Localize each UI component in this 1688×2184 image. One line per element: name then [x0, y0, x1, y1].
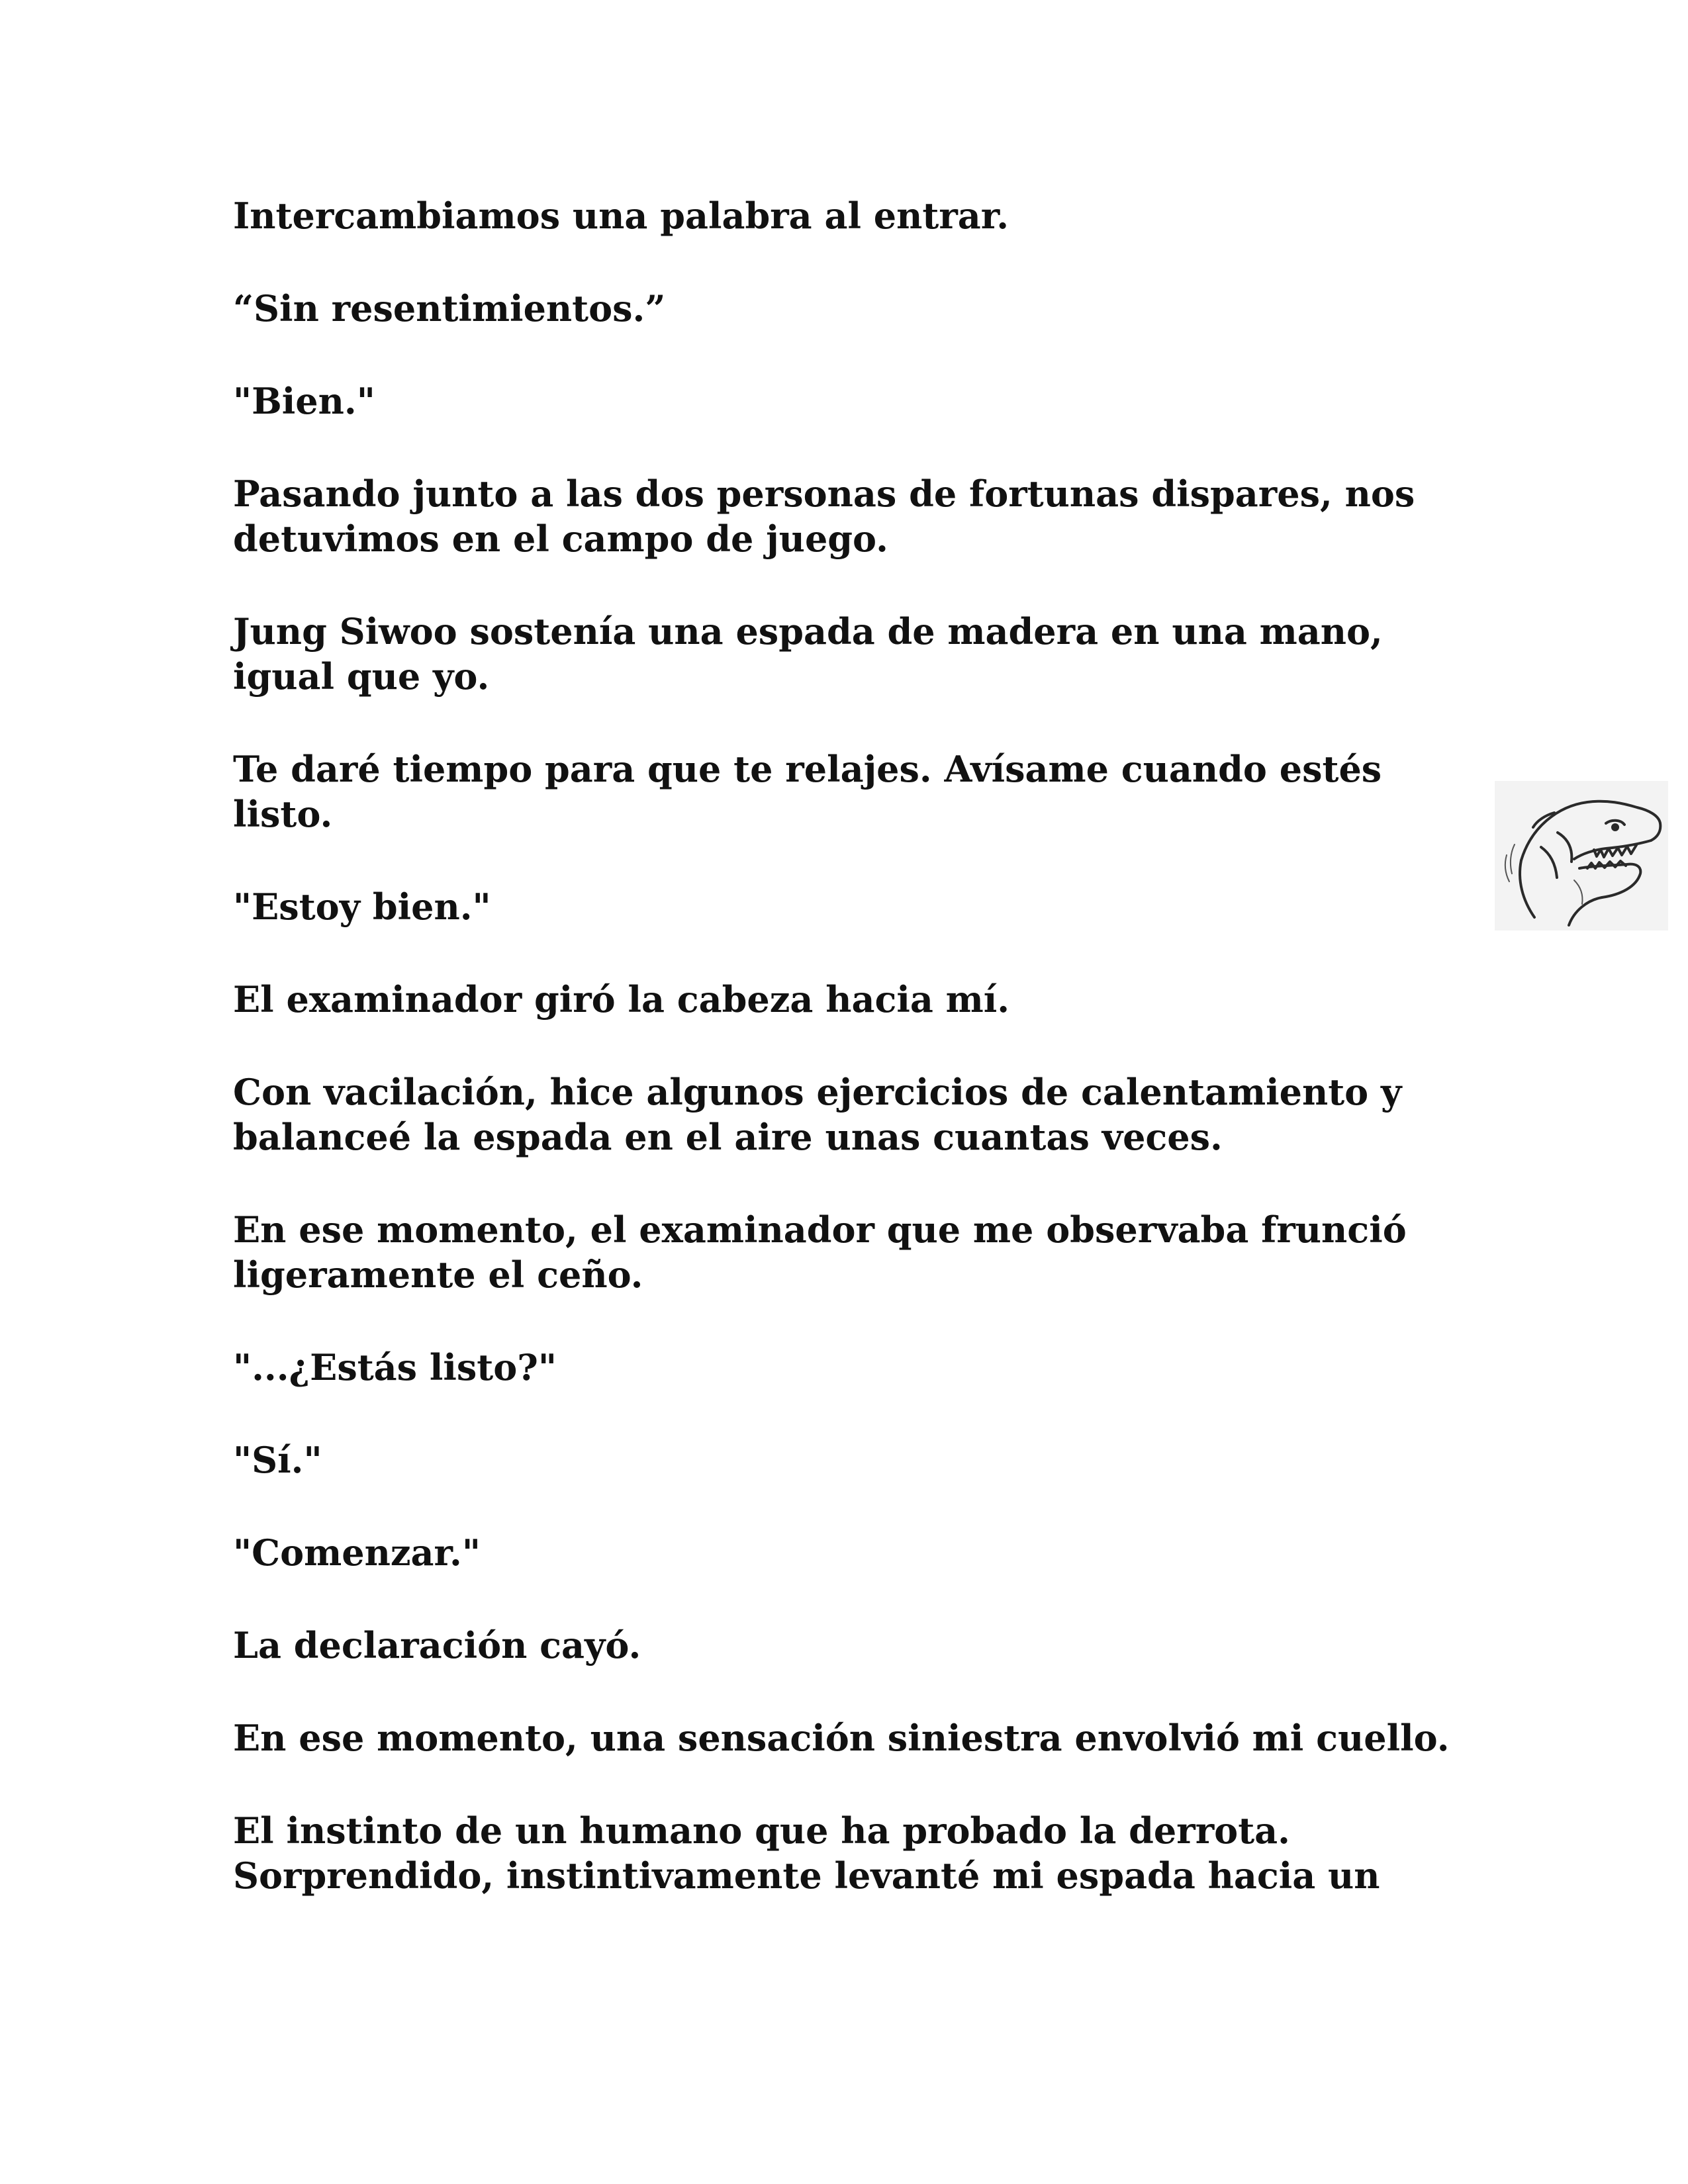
paragraph-15: [233, 1715, 1477, 1760]
paragraph-line: ligeramente el ceño.: [233, 1253, 643, 1296]
paragraph-line: "...¿Estás listo?": [233, 1346, 557, 1388]
paragraph-6: [233, 747, 1477, 837]
paragraph-11: [233, 1345, 1477, 1390]
paragraph-line: Intercambiamos una palabra al entrar.: [233, 195, 1009, 237]
paragraph-1: [233, 193, 1477, 238]
paragraph-line: El examinador giró la cabeza hacia mí.: [233, 978, 1010, 1021]
paragraph-line: balanceé la espada en el aire unas cuantas veces.: [233, 1116, 1223, 1158]
paragraph-line: "Comenzar.": [233, 1531, 481, 1574]
paragraph-13: [233, 1530, 1477, 1575]
paragraph-line: En ese momento, el examinador que me observaba frunció: [233, 1208, 1407, 1251]
paragraph-14: [233, 1623, 1477, 1668]
paragraph-3: [233, 379, 1477, 424]
document-body: [233, 193, 1477, 1946]
paragraph-line: igual que yo.: [233, 655, 490, 698]
paragraph-4: [233, 471, 1477, 561]
paragraph-line: "Bien.": [233, 380, 375, 422]
paragraph-12: [233, 1437, 1477, 1482]
paragraph-line: Te daré tiempo para que te relajes. Avísame cuando estés: [233, 748, 1382, 790]
paragraph-line: detuvimos en el campo de juego.: [233, 518, 888, 560]
paragraph-line: "Sí.": [233, 1439, 322, 1481]
paragraph-10: [233, 1207, 1477, 1297]
paragraph-line: “Sin resentimientos.”: [233, 287, 666, 330]
paragraph-line: En ese momento, una sensación siniestra envolvió mi cuello.: [233, 1717, 1450, 1759]
paragraph-line: "Estoy bien.": [233, 886, 491, 928]
paragraph-line: La declaración cayó.: [233, 1624, 641, 1666]
paragraph-line: El instinto de un humano que ha probado la derrota.: [233, 1809, 1290, 1852]
dinosaur-head-icon: [1495, 781, 1668, 931]
paragraph-line: Pasando junto a las dos personas de fortunas dispares, nos: [233, 473, 1415, 515]
paragraph-2: [233, 286, 1477, 331]
paragraph-7: [233, 884, 1477, 929]
paragraph-5: [233, 609, 1477, 699]
paragraph-line: Jung Siwoo sostenía una espada de madera en una mano,: [233, 610, 1383, 653]
paragraph-line: Sorprendido, instintivamente levanté mi espada hacia un: [233, 1854, 1380, 1897]
paragraph-9: [233, 1069, 1477, 1160]
paragraph-8: [233, 977, 1477, 1022]
paragraph-line: Con vacilación, hice algunos ejercicios de calentamiento y: [233, 1071, 1402, 1113]
paragraph-line: listo.: [233, 793, 333, 835]
paragraph-16: [233, 1808, 1477, 1898]
